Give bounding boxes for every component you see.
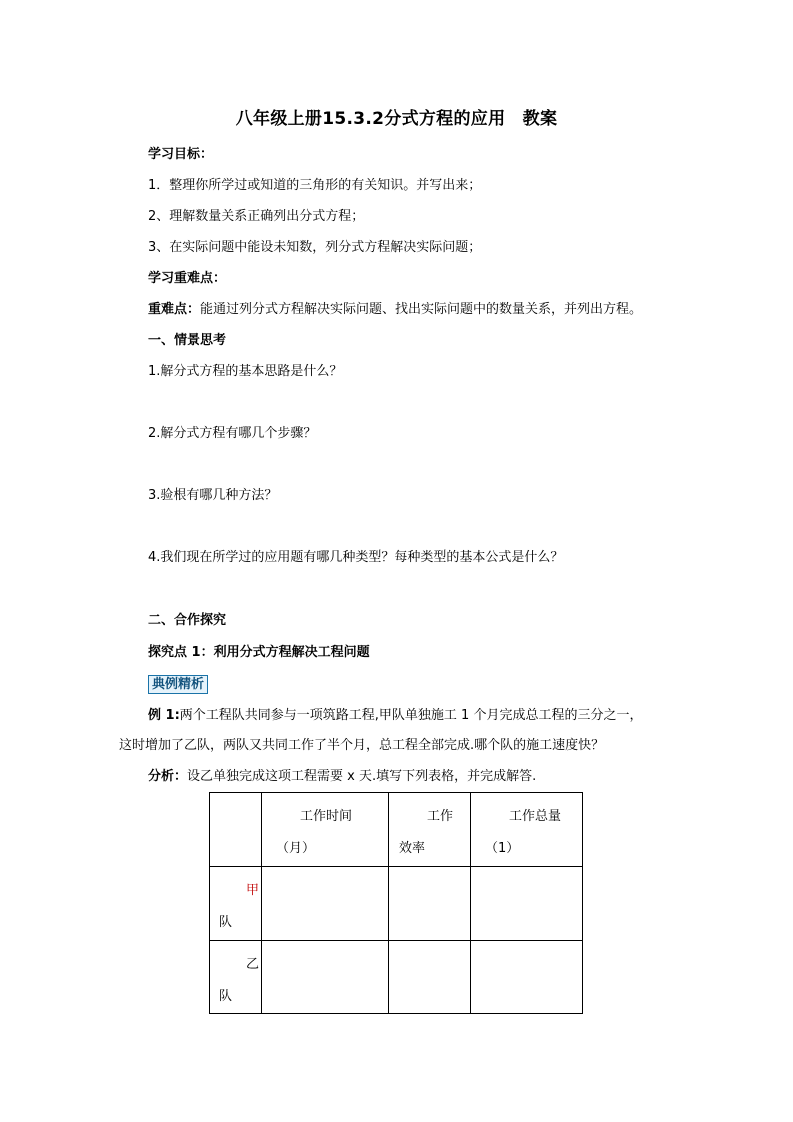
- header-time-line1: 工作时间: [300, 809, 353, 824]
- question-2: 2.解分式方程有哪几个步骤？: [148, 426, 317, 441]
- header-efficiency-line1: 工作: [427, 809, 454, 824]
- table-row: [210, 867, 583, 941]
- row-label-top: 乙: [245, 957, 259, 972]
- goal-item-2: 2、理解数量关系正确列出分式方程；: [148, 209, 365, 224]
- analysis-line: [148, 768, 536, 786]
- table-cell: [262, 941, 389, 1014]
- analysis-text: 设乙单独完成这项工程需要 x 天.填写下列表格，并完成解答.: [187, 769, 537, 784]
- header-total-line1: 工作总量: [509, 809, 562, 824]
- table-cell: [389, 867, 471, 941]
- example-label: 例 1:: [148, 708, 180, 723]
- table-header-row: [210, 793, 583, 867]
- table-cell: [471, 867, 583, 941]
- key-points-label: 重难点：: [148, 302, 201, 317]
- row-label-bottom: 队: [219, 989, 233, 1004]
- key-points-text: 能通过列分式方程解决实际问题、找出实际问题中的数量关系，并列出方程。: [200, 302, 643, 317]
- table-header-cell: [471, 793, 583, 867]
- key-points-line: [148, 301, 642, 319]
- table-header-cell: [262, 793, 389, 867]
- example-badge: 典例精析: [148, 675, 208, 694]
- goal-item-1: 1．整理你所学过或知道的三角形的有关知识。并写出来；: [148, 178, 482, 193]
- explore-point-heading: 探究点 1：利用分式方程解决工程问题: [148, 645, 370, 660]
- table-corner-cell: [210, 793, 262, 867]
- row-label-top: 甲: [245, 883, 259, 898]
- badge-line: [148, 675, 208, 694]
- section1-heading: 一、情景思考: [148, 333, 227, 348]
- row-label-cell: [210, 867, 262, 941]
- example-line-2: 这时增加了乙队，两队又共同工作了半个月，总工程全部完成.哪个队的施工速度快？: [119, 738, 605, 753]
- row-label-cell: [210, 941, 262, 1014]
- page-title: 八年级上册15.3.2分式方程的应用 教案: [235, 109, 558, 129]
- header-efficiency-line2: 效率: [399, 841, 426, 856]
- table-cell: [471, 941, 583, 1014]
- analysis-label: 分析：: [148, 769, 188, 784]
- key-points-heading: 学习重难点：: [148, 271, 227, 286]
- header-total-line2: （1）: [485, 841, 520, 856]
- goal-item-3: 3、在实际问题中能设未知数，列分式方程解决实际问题；: [148, 240, 482, 255]
- example-line-1: [148, 707, 642, 725]
- table-row: [210, 941, 583, 1014]
- goals-heading: 学习目标：: [148, 147, 214, 162]
- row-label-bottom: 队: [219, 915, 233, 930]
- work-table: [209, 792, 583, 1014]
- question-1: 1.解分式方程的基本思路是什么？: [148, 364, 343, 379]
- section2-heading: 二、合作探究: [148, 613, 227, 628]
- table-cell: [262, 867, 389, 941]
- question-4: 4.我们现在所学过的应用题有哪几种类型？每种类型的基本公式是什么？: [148, 550, 564, 565]
- question-3: 3.验根有哪几种方法？: [148, 488, 278, 503]
- header-time-line2: （月）: [276, 841, 316, 856]
- table-cell: [389, 941, 471, 1014]
- table-header-cell: [389, 793, 471, 867]
- example-text-1: 两个工程队共同参与一项筑路工程,甲队单独施工 1 个月完成总工程的三分之一，: [179, 708, 643, 723]
